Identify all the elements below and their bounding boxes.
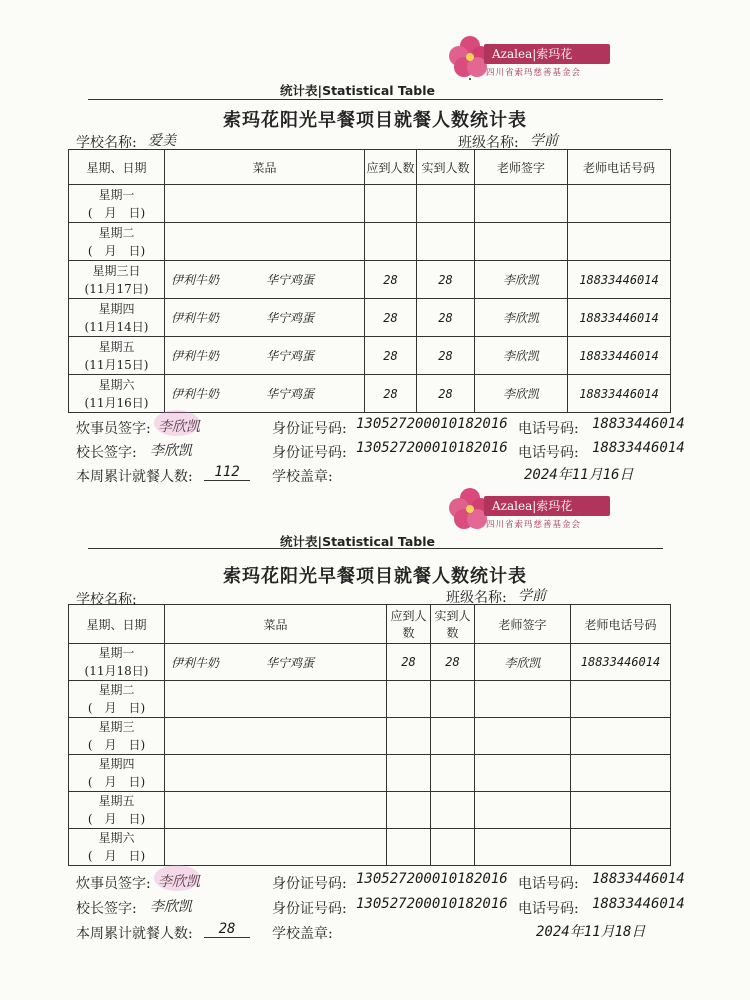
table-row: [69, 755, 671, 792]
teacher-sign-cell: [475, 792, 571, 829]
stamp-label: 学校盖章:: [272, 469, 333, 485]
phone-number: 18833446014: [592, 440, 685, 456]
day-cell: 星期六 (11月16日): [69, 375, 165, 413]
page-title: 索玛花阳光早餐项目就餐人数统计表: [223, 566, 527, 587]
day-cell: 星期二 ( 月 日): [69, 681, 165, 718]
teacher-phone-cell: 18833446014: [568, 375, 671, 413]
class-value: 学前: [518, 588, 546, 604]
actual-cell: [417, 185, 475, 223]
day-cell: 星期五 ( 月 日): [69, 792, 165, 829]
cook-signature: 李欣凯: [158, 871, 200, 891]
teacher-sign-cell: [475, 755, 571, 792]
col-header: 实到人数: [417, 150, 475, 185]
menu-cell: 伊利牛奶 华宁鸡蛋: [165, 644, 387, 681]
menu-cell: [165, 223, 365, 261]
table-row: [69, 337, 671, 375]
phone-label: 电话号码:: [518, 445, 579, 461]
class-label: 班级名称:: [458, 135, 519, 151]
actual-cell: [431, 829, 475, 866]
logo-subtitle: 四川省索玛慈善基金会: [486, 520, 582, 530]
id-label: 身份证号码:: [272, 876, 347, 892]
teacher-phone-cell: 18833446014: [568, 337, 671, 375]
menu-cell: 伊利牛奶 华宁鸡蛋: [165, 375, 365, 413]
id-number: 130527200010182016: [356, 871, 508, 887]
col-header: 老师签字: [475, 605, 571, 644]
table-row: [69, 681, 671, 718]
menu-cell: [165, 829, 387, 866]
table-row: [69, 185, 671, 223]
teacher-sign-cell: 李欣凯: [475, 299, 568, 337]
attendance-table: [68, 604, 671, 866]
cook-label: 炊事员签字:: [76, 876, 151, 892]
sign-date: 2024年11月16日: [524, 467, 634, 483]
menu-cell: [165, 718, 387, 755]
attendance-table: [68, 149, 671, 413]
id-number: 130527200010182016: [356, 896, 508, 912]
expected-cell: 28: [365, 375, 417, 413]
day-cell: 星期六 ( 月 日): [69, 829, 165, 866]
day-cell: 星期一 (11月18日): [69, 644, 165, 681]
expected-cell: 28: [387, 644, 431, 681]
header-rule: [88, 99, 663, 100]
cook-signature: 李欣凯: [158, 416, 200, 436]
id-label: 身份证号码:: [272, 421, 347, 437]
day-cell: 星期一 ( 月 日): [69, 185, 165, 223]
expected-cell: 28: [365, 337, 417, 375]
menu-cell: [165, 792, 387, 829]
day-cell: 星期四 (11月14日): [69, 299, 165, 337]
teacher-phone-cell: 18833446014: [571, 644, 671, 681]
id-number: 130527200010182016: [356, 416, 508, 432]
teacher-sign-cell: 李欣凯: [475, 337, 568, 375]
page-title: 索玛花阳光早餐项目就餐人数统计表: [223, 110, 527, 131]
expected-cell: [387, 681, 431, 718]
teacher-phone-cell: 18833446014: [568, 299, 671, 337]
col-header: 老师签字: [475, 150, 568, 185]
principal-label: 校长签字:: [76, 445, 137, 461]
table-row: [69, 718, 671, 755]
school-label: 学校名称:: [76, 592, 137, 608]
table-row: [69, 375, 671, 413]
menu-cell: [165, 185, 365, 223]
table-row: [69, 829, 671, 866]
expected-cell: [365, 185, 417, 223]
phone-number: 18833446014: [592, 416, 685, 432]
phone-number: 18833446014: [592, 871, 685, 887]
phone-label: 电话号码:: [518, 901, 579, 917]
actual-cell: [431, 755, 475, 792]
expected-cell: [387, 829, 431, 866]
col-header: 应到人数: [387, 605, 431, 644]
teacher-sign-cell: 李欣凯: [475, 644, 571, 681]
table-header-row: [69, 605, 671, 644]
principal-signature: 李欣凯: [150, 443, 192, 459]
table-row: [69, 792, 671, 829]
school-label: 学校名称:: [76, 135, 137, 151]
actual-cell: [417, 223, 475, 261]
actual-cell: 28: [431, 644, 475, 681]
table-row: [69, 223, 671, 261]
menu-cell: [165, 681, 387, 718]
expected-cell: [387, 718, 431, 755]
phone-label: 电话号码:: [518, 876, 579, 892]
stamp-label: 学校盖章:: [272, 926, 333, 942]
teacher-phone-cell: [568, 223, 671, 261]
expected-cell: [387, 755, 431, 792]
id-label: 身份证号码:: [272, 901, 347, 917]
day-cell: 星期四 ( 月 日): [69, 755, 165, 792]
teacher-phone-cell: [571, 829, 671, 866]
table-row: [69, 261, 671, 299]
teacher-phone-cell: [571, 718, 671, 755]
actual-cell: 28: [417, 337, 475, 375]
teacher-sign-cell: [475, 718, 571, 755]
col-header: 星期、日期: [69, 150, 165, 185]
actual-cell: [431, 681, 475, 718]
day-cell: 星期三日 (11月17日): [69, 261, 165, 299]
id-number: 130527200010182016: [356, 440, 508, 456]
teacher-phone-cell: [568, 185, 671, 223]
actual-cell: 28: [417, 261, 475, 299]
menu-cell: [165, 755, 387, 792]
actual-cell: 28: [417, 375, 475, 413]
teacher-phone-cell: [571, 681, 671, 718]
azalea-logo: [448, 40, 618, 88]
class-label: 班级名称:: [446, 590, 507, 606]
col-header: 菜品: [165, 150, 365, 185]
principal-signature: 李欣凯: [150, 899, 192, 915]
actual-cell: [431, 718, 475, 755]
teacher-sign-cell: [475, 223, 568, 261]
col-header: 星期、日期: [69, 605, 165, 644]
stat-tag: 统计表|Statistical Table: [280, 534, 435, 549]
teacher-phone-cell: [571, 792, 671, 829]
menu-cell: 伊利牛奶 华宁鸡蛋: [165, 261, 365, 299]
actual-cell: 28: [417, 299, 475, 337]
phone-label: 电话号码:: [518, 421, 579, 437]
col-header: 老师电话号码: [568, 150, 671, 185]
expected-cell: 28: [365, 261, 417, 299]
menu-cell: 伊利牛奶 华宁鸡蛋: [165, 337, 365, 375]
expected-cell: [365, 223, 417, 261]
id-label: 身份证号码:: [272, 445, 347, 461]
principal-label: 校长签字:: [76, 901, 137, 917]
sign-date: 2024年11月18日: [536, 924, 646, 940]
teacher-sign-cell: [475, 681, 571, 718]
expected-cell: [387, 792, 431, 829]
total-value: 112: [204, 464, 250, 481]
day-cell: 星期二 ( 月 日): [69, 223, 165, 261]
teacher-sign-cell: 李欣凯: [475, 375, 568, 413]
form-sheet-2: [0, 488, 750, 988]
teacher-sign-cell: 李欣凯: [475, 261, 568, 299]
col-header: 实到人数: [431, 605, 475, 644]
table-row: [69, 644, 671, 681]
logo-subtitle: 四川省索玛慈善基金会: [486, 68, 582, 78]
total-label: 本周累计就餐人数:: [76, 469, 193, 485]
col-header: 老师电话号码: [571, 605, 671, 644]
class-value: 学前: [530, 133, 558, 149]
stat-tag: 统计表|Statistical Table: [280, 83, 435, 98]
total-value: 28: [204, 921, 250, 938]
day-cell: 星期五 (11月15日): [69, 337, 165, 375]
col-header: 应到人数: [365, 150, 417, 185]
phone-number: 18833446014: [592, 896, 685, 912]
teacher-phone-cell: [571, 755, 671, 792]
total-label: 本周累计就餐人数:: [76, 926, 193, 942]
teacher-sign-cell: [475, 829, 571, 866]
azalea-logo: [448, 492, 618, 540]
teacher-phone-cell: 18833446014: [568, 261, 671, 299]
expected-cell: 28: [365, 299, 417, 337]
day-cell: 星期三 ( 月 日): [69, 718, 165, 755]
logo-bar: Azalea|索玛花: [484, 44, 610, 64]
teacher-sign-cell: [475, 185, 568, 223]
menu-cell: 伊利牛奶 华宁鸡蛋: [165, 299, 365, 337]
table-header-row: [69, 150, 671, 185]
cook-label: 炊事员签字:: [76, 421, 151, 437]
school-value: 爱美: [148, 133, 176, 149]
table-row: [69, 299, 671, 337]
col-header: 菜品: [165, 605, 387, 644]
actual-cell: [431, 792, 475, 829]
logo-bar: Azalea|索玛花: [484, 496, 610, 516]
